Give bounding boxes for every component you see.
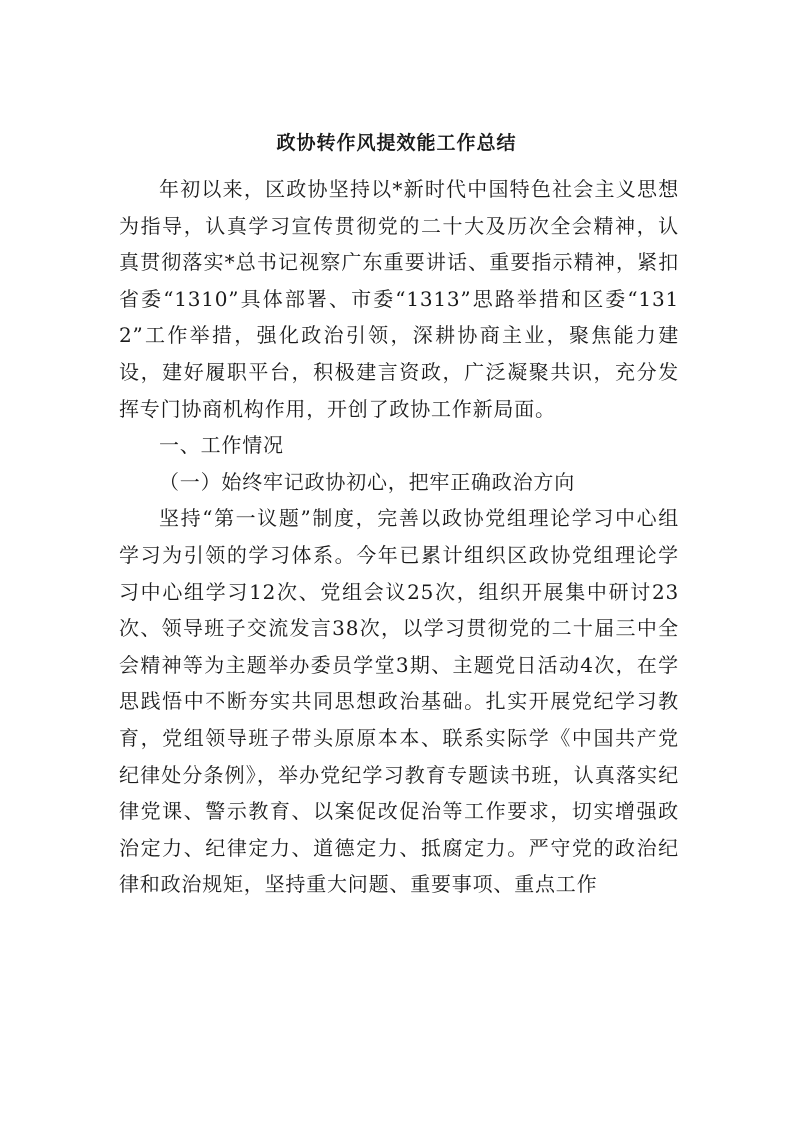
document-title: 政协转作风提效能工作总结 [276,132,517,154]
subsection-heading: （一）始终牢记政协初心，把牢正确政治方向 [159,469,575,494]
document-body [119,171,679,903]
paragraph-body: 坚持“第一议题”制度，完善以政协党组理论学习中心组学习为引领的学习体系。今年已累计组织区政协党组理论学习中心组学习12次、党组会议25次，组织开展集中研讨23次、领导班子交流发言38次，以学习贯彻党的二十届三中全会精神等为主题举办委员学堂3期、主题党日活动4次，在学思践悟中不断夯实共同思想政治基础。扎实开展党纪学习教育，党组领导班子带头原原本本、联系实际学《中国共产党纪律处分条例》，举办党纪学习教育专题读书班，认真落实纪律党课、警示教育、以案促改促治等工作要求，切实增强政治定力、纪律定力、道德定力、抵腐定力。严守党的政治纪律和政治规矩，坚持重大问题、重要事项、重点工作 [119,506,679,897]
paragraph-intro: 年初以来，区政协坚持以*新时代中国特色社会主义思想为指导，认真学习宣传贯彻党的二十大及历次全会精神，认真贯彻落实*总书记视察广东重要讲话、重要指示精神，紧扣省委“1310”具体部署、市委“1313”思路举措和区委“1312”工作举措，强化政治引领，深耕协商主业，聚焦能力建设，建好履职平台，积极建言资政，广泛凝聚共识，充分发挥专门协商机构作用，开创了政协工作新局面。 [119,177,679,421]
section-heading: 一、工作情况 [159,433,284,458]
